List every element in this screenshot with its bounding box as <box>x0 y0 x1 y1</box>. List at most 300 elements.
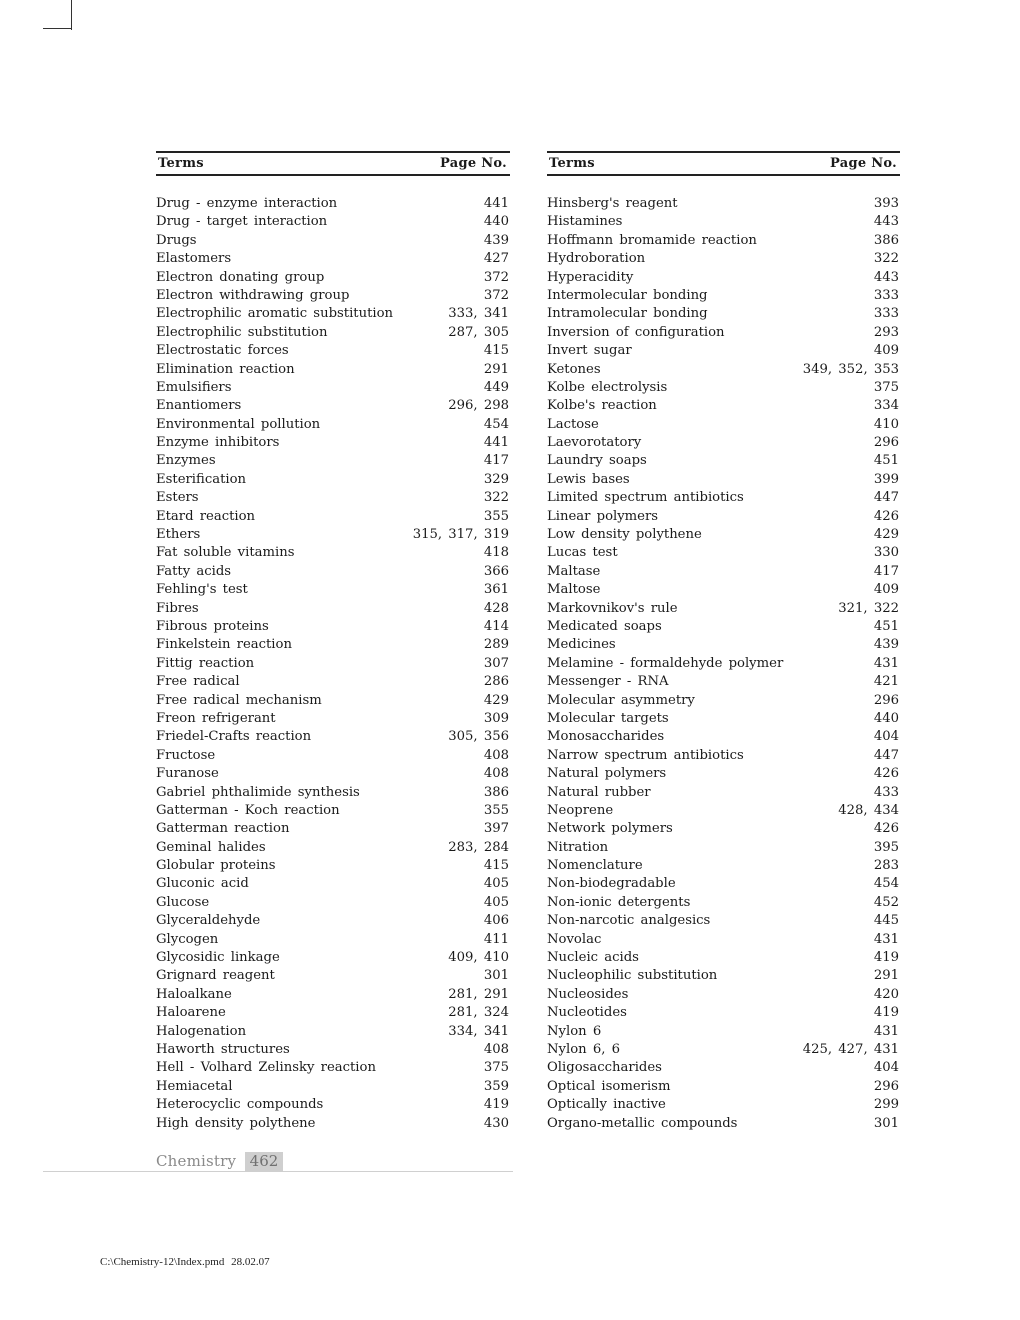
index-page-numbers: 410 <box>873 416 899 432</box>
index-entry <box>547 213 900 231</box>
index-term: Low density polythene <box>547 527 702 543</box>
index-page-numbers: 366 <box>483 563 509 579</box>
index-page-numbers: 409, 410 <box>448 950 509 966</box>
index-entry <box>547 636 900 654</box>
index-term: Geminal halides <box>156 839 266 855</box>
index-term: Natural rubber <box>547 784 651 800</box>
index-entry <box>156 857 510 875</box>
index-entry <box>547 673 900 691</box>
index-term: Enzyme inhibitors <box>156 435 280 451</box>
index-page-numbers: 409 <box>873 582 899 598</box>
index-term: Halogenation <box>156 1023 247 1039</box>
index-term: Freon refrigerant <box>156 710 276 726</box>
index-term: Natural polymers <box>547 766 667 782</box>
index-page-numbers: 359 <box>483 1078 509 1094</box>
index-page-numbers: 333, 341 <box>448 306 509 322</box>
index-entry <box>156 324 510 342</box>
index-entry <box>547 324 900 342</box>
index-term: Histamines <box>547 214 623 230</box>
index-term: Maltose <box>547 582 601 598</box>
index-entry <box>156 563 510 581</box>
index-entry <box>547 1004 900 1022</box>
index-page-numbers: 441 <box>483 196 509 211</box>
index-entry <box>547 563 900 581</box>
index-term: Drugs <box>156 232 197 248</box>
index-term: Limited spectrum antibiotics <box>547 490 744 506</box>
index-term: Optically inactive <box>547 1097 666 1113</box>
index-term: Kolbe's reaction <box>547 398 657 414</box>
index-page-numbers: 404 <box>873 729 899 745</box>
index-term: Free radical <box>156 674 240 690</box>
index-entry <box>156 361 510 379</box>
index-entry <box>547 802 900 820</box>
index-term: Monosaccharides <box>547 729 665 745</box>
index-page-numbers: 454 <box>873 876 899 892</box>
index-term: Medicines <box>547 637 616 653</box>
index-term: Optical isomerism <box>547 1078 671 1094</box>
index-entry <box>547 894 900 912</box>
index-term: Lewis bases <box>547 471 630 487</box>
index-entry <box>156 1059 510 1077</box>
index-entry <box>547 195 900 213</box>
index-term: Hell - Volhard Zelinsky reaction <box>156 1060 376 1076</box>
column-header <box>547 151 900 176</box>
index-entry <box>547 747 900 765</box>
index-term: Nylon 6, 6 <box>547 1041 620 1057</box>
index-entry <box>547 967 900 985</box>
index-page-numbers: 305, 356 <box>448 729 509 745</box>
index-page-numbers: 404 <box>873 1060 899 1076</box>
index-term: Hoffmann bromamide reaction <box>547 232 757 248</box>
index-page-numbers: 330 <box>873 545 899 561</box>
index-entry <box>547 784 900 802</box>
index-term: Globular proteins <box>156 858 276 874</box>
index-page-numbers: 421 <box>873 674 899 690</box>
index-page-numbers: 452 <box>873 894 899 910</box>
index-term: Narrow spectrum antibiotics <box>547 747 744 763</box>
index-entry <box>547 250 900 268</box>
index-entry <box>547 416 900 434</box>
index-page-numbers: 417 <box>483 453 509 469</box>
index-page-numbers: 355 <box>483 508 509 524</box>
index-term: Medicated soaps <box>547 618 662 634</box>
index-entry <box>547 1115 900 1133</box>
index-column-right <box>547 151 900 1133</box>
index-page-numbers: 375 <box>873 379 899 395</box>
index-entry <box>156 471 510 489</box>
index-page-numbers: 441 <box>483 435 509 451</box>
index-term: Electrophilic aromatic substitution <box>156 306 394 322</box>
index-page-numbers: 281, 291 <box>448 986 509 1002</box>
terms-heading: Terms <box>158 156 204 171</box>
index-entry <box>156 728 510 746</box>
index-entry <box>547 342 900 360</box>
index-entry <box>547 526 900 544</box>
index-term: Heterocyclic compounds <box>156 1097 324 1113</box>
index-term: Nylon 6 <box>547 1023 602 1039</box>
index-entry <box>547 820 900 838</box>
index-entry <box>547 912 900 930</box>
index-term: Esterification <box>156 471 247 487</box>
index-page-numbers: 408 <box>483 747 509 763</box>
index-entry <box>547 581 900 599</box>
index-term: Gluconic acid <box>156 876 249 892</box>
index-term: Glycogen <box>156 931 219 947</box>
index-entry <box>547 710 900 728</box>
index-term: Fructose <box>156 747 216 763</box>
index-term: Nucleic acids <box>547 950 639 966</box>
index-entry <box>156 912 510 930</box>
index-page-numbers: 427 <box>483 251 509 267</box>
index-page-numbers: 372 <box>483 287 509 303</box>
index-page-numbers: 417 <box>873 563 899 579</box>
index-page-numbers: 399 <box>873 471 899 487</box>
index-entry <box>156 784 510 802</box>
index-term: Fehling's test <box>156 582 248 598</box>
index-entry <box>156 618 510 636</box>
index-page-numbers: 451 <box>873 453 899 469</box>
index-page-numbers: 386 <box>873 232 899 248</box>
index-entry <box>156 747 510 765</box>
index-term: Elimination reaction <box>156 361 295 377</box>
index-term: Lucas test <box>547 545 618 561</box>
index-term: Linear polymers <box>547 508 659 524</box>
index-term: Fibrous proteins <box>156 618 269 634</box>
index-entry <box>156 931 510 949</box>
index-term: Electrostatic forces <box>156 343 289 359</box>
index-page-numbers: 334 <box>873 398 899 414</box>
index-list <box>156 195 510 1133</box>
page-no-heading: Page No. <box>440 156 507 171</box>
index-term: Molecular asymmetry <box>547 692 695 708</box>
index-term: Intermolecular bonding <box>547 287 708 303</box>
index-page-numbers: 307 <box>483 655 509 671</box>
index-term: Grignard reagent <box>156 968 275 984</box>
index-page-numbers: 334, 341 <box>448 1023 509 1039</box>
index-entry <box>156 195 510 213</box>
index-entry <box>547 434 900 452</box>
index-entry <box>156 342 510 360</box>
index-page-numbers: 425, 427, 431 <box>802 1041 899 1057</box>
index-page-numbers: 405 <box>483 876 509 892</box>
index-term: High density polythene <box>156 1115 316 1131</box>
index-page-numbers: 443 <box>873 269 899 285</box>
index-entry <box>547 931 900 949</box>
index-page-numbers: 449 <box>483 379 509 395</box>
index-term: Non-ionic detergents <box>547 894 691 910</box>
index-entry <box>156 287 510 305</box>
index-page-numbers: 447 <box>873 747 899 763</box>
index-page-numbers: 283 <box>873 858 899 874</box>
index-term: Electrophilic substitution <box>156 324 328 340</box>
index-entry <box>547 765 900 783</box>
index-page-numbers: 419 <box>873 950 899 966</box>
index-term: Free radical mechanism <box>156 692 322 708</box>
index-entry <box>547 618 900 636</box>
index-term: Emulsifiers <box>156 379 232 395</box>
index-page-numbers: 439 <box>873 637 899 653</box>
index-entry <box>156 232 510 250</box>
index-page-numbers: 281, 324 <box>448 1005 509 1021</box>
index-page-numbers: 408 <box>483 1041 509 1057</box>
index-page-numbers: 415 <box>483 343 509 359</box>
index-term: Glycosidic linkage <box>156 950 280 966</box>
index-page-numbers: 333 <box>873 306 899 322</box>
index-entry <box>156 820 510 838</box>
index-page-numbers: 439 <box>483 232 509 248</box>
index-term: Furanose <box>156 766 219 782</box>
index-term: Electron withdrawing group <box>156 287 350 303</box>
index-term: Melamine - formaldehyde polymer <box>547 655 784 671</box>
page-no-heading: Page No. <box>830 156 897 171</box>
index-page-numbers: 287, 305 <box>448 324 509 340</box>
index-page-numbers: 299 <box>873 1097 899 1113</box>
index-term: Network polymers <box>547 821 673 837</box>
index-entry <box>156 1078 510 1096</box>
index-term: Fat soluble vitamins <box>156 545 295 561</box>
index-page-numbers: 443 <box>873 214 899 230</box>
index-page-numbers: 440 <box>873 710 899 726</box>
index-entry <box>547 1041 900 1059</box>
index-term: Esters <box>156 490 199 506</box>
index-page-numbers: 291 <box>483 361 509 377</box>
index-entry <box>156 379 510 397</box>
index-page-numbers: 451 <box>873 618 899 634</box>
index-entry <box>156 673 510 691</box>
index-page-numbers: 375 <box>483 1060 509 1076</box>
index-page-numbers: 428, 434 <box>838 802 899 818</box>
index-entry <box>156 269 510 287</box>
index-page-numbers: 315, 317, 319 <box>412 527 509 543</box>
index-page-numbers: 309 <box>483 710 509 726</box>
index-page-numbers: 426 <box>873 766 899 782</box>
index-term: Ketones <box>547 361 601 377</box>
index-term: Laundry soaps <box>547 453 647 469</box>
index-term: Novolac <box>547 931 602 947</box>
index-entry <box>156 802 510 820</box>
index-term: Environmental pollution <box>156 416 321 432</box>
index-entry <box>156 508 510 526</box>
index-entry <box>547 839 900 857</box>
index-term: Finkelstein reaction <box>156 637 292 653</box>
index-page-numbers: 296, 298 <box>448 398 509 414</box>
index-entry <box>547 1096 900 1114</box>
terms-heading: Terms <box>549 156 595 171</box>
index-term: Gatterman - Koch reaction <box>156 802 340 818</box>
index-page-numbers: 420 <box>873 986 899 1002</box>
index-term: Nomenclature <box>547 858 643 874</box>
index-term: Enantiomers <box>156 398 242 414</box>
index-entry <box>156 600 510 618</box>
file-stamp: C:\Chemistry-12\Index.pmd 28.02.07 <box>100 1256 270 1268</box>
index-entry <box>547 232 900 250</box>
index-entry <box>547 361 900 379</box>
index-entry <box>156 305 510 323</box>
index-term: Oligosaccharides <box>547 1060 662 1076</box>
index-page-numbers: 415 <box>483 858 509 874</box>
index-page-numbers: 321, 322 <box>838 600 899 616</box>
index-entry <box>547 986 900 1004</box>
index-term: Lactose <box>547 416 599 432</box>
index-entry <box>156 1004 510 1022</box>
index-term: Maltase <box>547 563 601 579</box>
index-page-numbers: 333 <box>873 287 899 303</box>
index-entry <box>547 397 900 415</box>
index-entry <box>156 213 510 231</box>
index-page-numbers: 419 <box>483 1097 509 1113</box>
index-page-numbers: 414 <box>483 618 509 634</box>
index-entry <box>156 452 510 470</box>
index-term: Hinsberg's reagent <box>547 196 678 211</box>
index-page-numbers: 296 <box>873 1078 899 1094</box>
index-term: Neoprene <box>547 802 614 818</box>
index-entry <box>156 1041 510 1059</box>
index-entry <box>156 949 510 967</box>
index-term: Haloarene <box>156 1005 226 1021</box>
index-entry <box>156 839 510 857</box>
index-page-numbers: 386 <box>483 784 509 800</box>
index-page-numbers: 433 <box>873 784 899 800</box>
index-page-numbers: 289 <box>483 637 509 653</box>
index-entry <box>156 636 510 654</box>
footer-page-number: 462 <box>245 1152 283 1172</box>
index-page-numbers: 293 <box>873 324 899 340</box>
index-entry <box>156 1096 510 1114</box>
index-entry <box>547 1078 900 1096</box>
index-term: Nucleosides <box>547 986 629 1002</box>
index-term: Organo-metallic compounds <box>547 1115 738 1131</box>
crop-mark-horizontal <box>43 28 72 29</box>
index-entry <box>156 986 510 1004</box>
index-term: Ethers <box>156 527 201 543</box>
footer-book-title: Chemistry <box>156 1152 237 1170</box>
index-term: Invert sugar <box>547 343 632 359</box>
index-page-numbers: 283, 284 <box>448 839 509 855</box>
index-page-numbers: 419 <box>873 1005 899 1021</box>
index-page-numbers: 397 <box>483 821 509 837</box>
index-page-numbers: 429 <box>873 527 899 543</box>
index-page-numbers: 393 <box>873 196 899 211</box>
index-entry <box>156 250 510 268</box>
index-page-numbers: 301 <box>873 1115 899 1131</box>
index-term: Hemiacetal <box>156 1078 233 1094</box>
index-page-numbers: 301 <box>483 968 509 984</box>
index-entry <box>547 1059 900 1077</box>
index-page-numbers: 426 <box>873 821 899 837</box>
index-term: Molecular targets <box>547 710 669 726</box>
index-entry <box>156 655 510 673</box>
index-entry <box>156 967 510 985</box>
index-page-numbers: 361 <box>483 582 509 598</box>
index-term: Friedel-Crafts reaction <box>156 729 312 745</box>
index-entry <box>156 581 510 599</box>
index-term: Gatterman reaction <box>156 821 290 837</box>
index-entry <box>156 544 510 562</box>
index-page-numbers: 349, 352, 353 <box>802 361 899 377</box>
index-page-numbers: 431 <box>873 1023 899 1039</box>
index-term: Hyperacidity <box>547 269 634 285</box>
index-term: Non-narcotic analgesics <box>547 913 711 929</box>
index-page-numbers: 291 <box>873 968 899 984</box>
index-entry <box>547 489 900 507</box>
index-page-numbers: 447 <box>873 490 899 506</box>
index-term: Drug - target interaction <box>156 214 328 230</box>
index-page-numbers: 445 <box>873 913 899 929</box>
column-header <box>156 151 510 176</box>
index-entry <box>547 728 900 746</box>
index-term: Haloalkane <box>156 986 232 1002</box>
index-term: Nitration <box>547 839 609 855</box>
index-term: Fittig reaction <box>156 655 255 671</box>
index-page-numbers: 428 <box>483 600 509 616</box>
index-page-numbers: 408 <box>483 766 509 782</box>
index-entry <box>547 544 900 562</box>
index-entry <box>156 434 510 452</box>
index-term: Drug - enzyme interaction <box>156 196 338 211</box>
index-page-numbers: 296 <box>873 435 899 451</box>
index-entry <box>547 1023 900 1041</box>
index-term: Laevorotatory <box>547 435 642 451</box>
index-term: Messenger - RNA <box>547 674 669 690</box>
index-page-numbers: 329 <box>483 471 509 487</box>
index-page-numbers: 418 <box>483 545 509 561</box>
index-page-numbers: 429 <box>483 692 509 708</box>
index-term: Nucleophilic substitution <box>547 968 718 984</box>
index-page-numbers: 430 <box>483 1115 509 1131</box>
index-page-numbers: 440 <box>483 214 509 230</box>
index-term: Intramolecular bonding <box>547 306 708 322</box>
index-entry <box>547 692 900 710</box>
index-entry <box>547 508 900 526</box>
index-page-numbers: 409 <box>873 343 899 359</box>
index-term: Non-biodegradable <box>547 876 676 892</box>
index-entry <box>156 710 510 728</box>
index-term: Haworth structures <box>156 1041 290 1057</box>
index-entry <box>156 1023 510 1041</box>
index-term: Elastomers <box>156 251 232 267</box>
index-entry <box>547 269 900 287</box>
index-term: Kolbe electrolysis <box>547 379 668 395</box>
index-entry <box>156 526 510 544</box>
index-term: Inversion of configuration <box>547 324 725 340</box>
index-page-numbers: 296 <box>873 692 899 708</box>
index-entry <box>156 692 510 710</box>
index-entry <box>547 452 900 470</box>
index-page-numbers: 406 <box>483 913 509 929</box>
index-term: Nucleotides <box>547 1005 627 1021</box>
index-page-numbers: 431 <box>873 931 899 947</box>
index-column-left <box>156 151 510 1133</box>
index-entry <box>547 600 900 618</box>
index-term: Hydroboration <box>547 251 646 267</box>
index-entry <box>156 397 510 415</box>
index-entry <box>156 489 510 507</box>
index-term: Markovnikov's rule <box>547 600 678 616</box>
index-term: Fatty acids <box>156 563 232 579</box>
index-entry <box>156 765 510 783</box>
index-term: Enzymes <box>156 453 216 469</box>
index-term: Glyceraldehyde <box>156 913 261 929</box>
index-page-numbers: 454 <box>483 416 509 432</box>
index-term: Etard reaction <box>156 508 256 524</box>
index-entry <box>156 894 510 912</box>
index-page-numbers: 426 <box>873 508 899 524</box>
index-entry <box>547 949 900 967</box>
index-entry <box>547 875 900 893</box>
index-page-numbers: 405 <box>483 894 509 910</box>
index-entry <box>547 379 900 397</box>
index-entry <box>156 416 510 434</box>
